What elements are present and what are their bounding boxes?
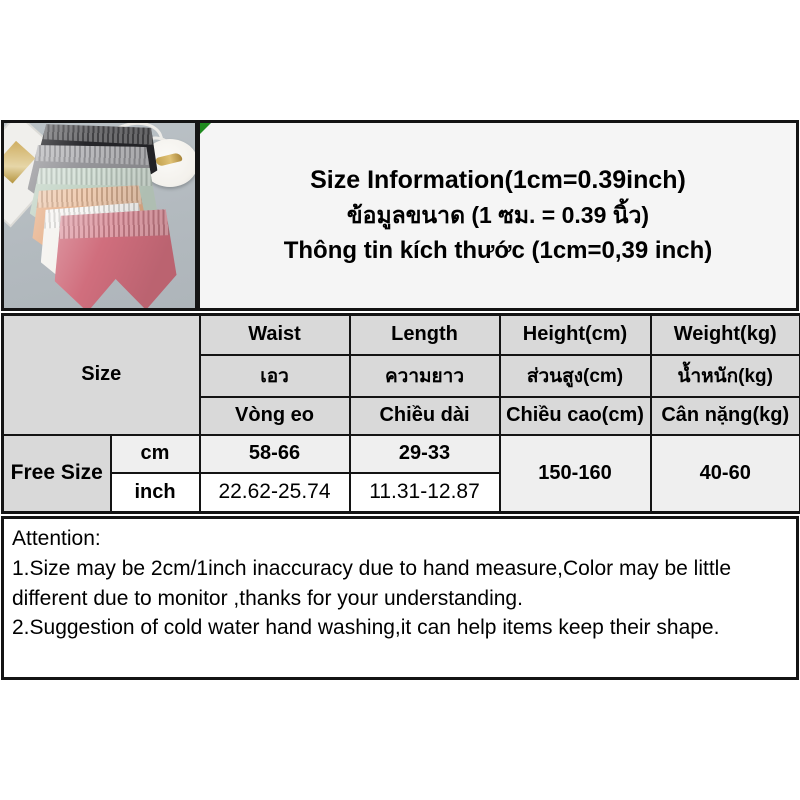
attention-box xyxy=(1,516,799,680)
gold-clip xyxy=(155,152,182,167)
data-row-cm xyxy=(3,435,800,473)
size-header-cell: Size xyxy=(3,315,200,435)
header-row-english xyxy=(3,315,800,355)
size-chart-sheet xyxy=(1,120,799,680)
length-cm-value: 29-33 xyxy=(350,435,500,473)
excel-corner-marker-icon xyxy=(200,123,211,134)
length-inch-value: 11.31-12.87 xyxy=(350,473,500,513)
col-header-waist-th: เอว xyxy=(200,355,350,397)
title-thai: ข้อมูลขนาด (1 ซม. = 0.39 นิ้ว) xyxy=(346,202,650,229)
col-header-waist-vi: Vòng eo xyxy=(200,397,350,435)
col-header-height-en: Height(cm) xyxy=(500,315,651,355)
col-header-weight-th: น้ำหนัก(kg) xyxy=(651,355,800,397)
col-header-height-vi: Chiều cao(cm) xyxy=(500,397,651,435)
title-block xyxy=(198,120,799,311)
height-range-value: 150-160 xyxy=(500,435,651,513)
attention-line-1: 1.Size may be 2cm/1inch inaccuracy due to hand measure,Color may be little different due to monitor ,thanks for your understanding. xyxy=(12,556,732,610)
title-vietnamese: Thông tin kích thước (1cm=0,39 inch) xyxy=(283,236,713,264)
col-header-height-th: ส่วนสูง(cm) xyxy=(500,355,651,397)
size-table xyxy=(1,313,800,514)
title-english: Size Information(1cm=0.39inch) xyxy=(310,165,686,194)
waist-cm-value: 58-66 xyxy=(200,435,350,473)
col-header-weight-en: Weight(kg) xyxy=(651,315,800,355)
attention-title: Attention: xyxy=(12,527,101,550)
col-header-length-en: Length xyxy=(350,315,500,355)
unit-cm-cell: cm xyxy=(111,435,200,473)
weight-range-value: 40-60 xyxy=(651,435,800,513)
waistband xyxy=(30,166,158,186)
col-header-length-th: ความยาว xyxy=(350,355,500,397)
col-header-weight-vi: Cân nặng(kg) xyxy=(651,397,800,435)
top-row xyxy=(1,120,799,311)
unit-inch-cell: inch xyxy=(111,473,200,513)
col-header-waist-en: Waist xyxy=(200,315,350,355)
product-photo xyxy=(1,120,198,311)
col-header-length-vi: Chiều dài xyxy=(350,397,500,435)
free-size-cell: Free Size xyxy=(3,435,111,513)
waist-inch-value: 22.62-25.74 xyxy=(200,473,350,513)
attention-line-2: 2.Suggestion of cold water hand washing,it can help items keep their shape. xyxy=(12,616,720,640)
